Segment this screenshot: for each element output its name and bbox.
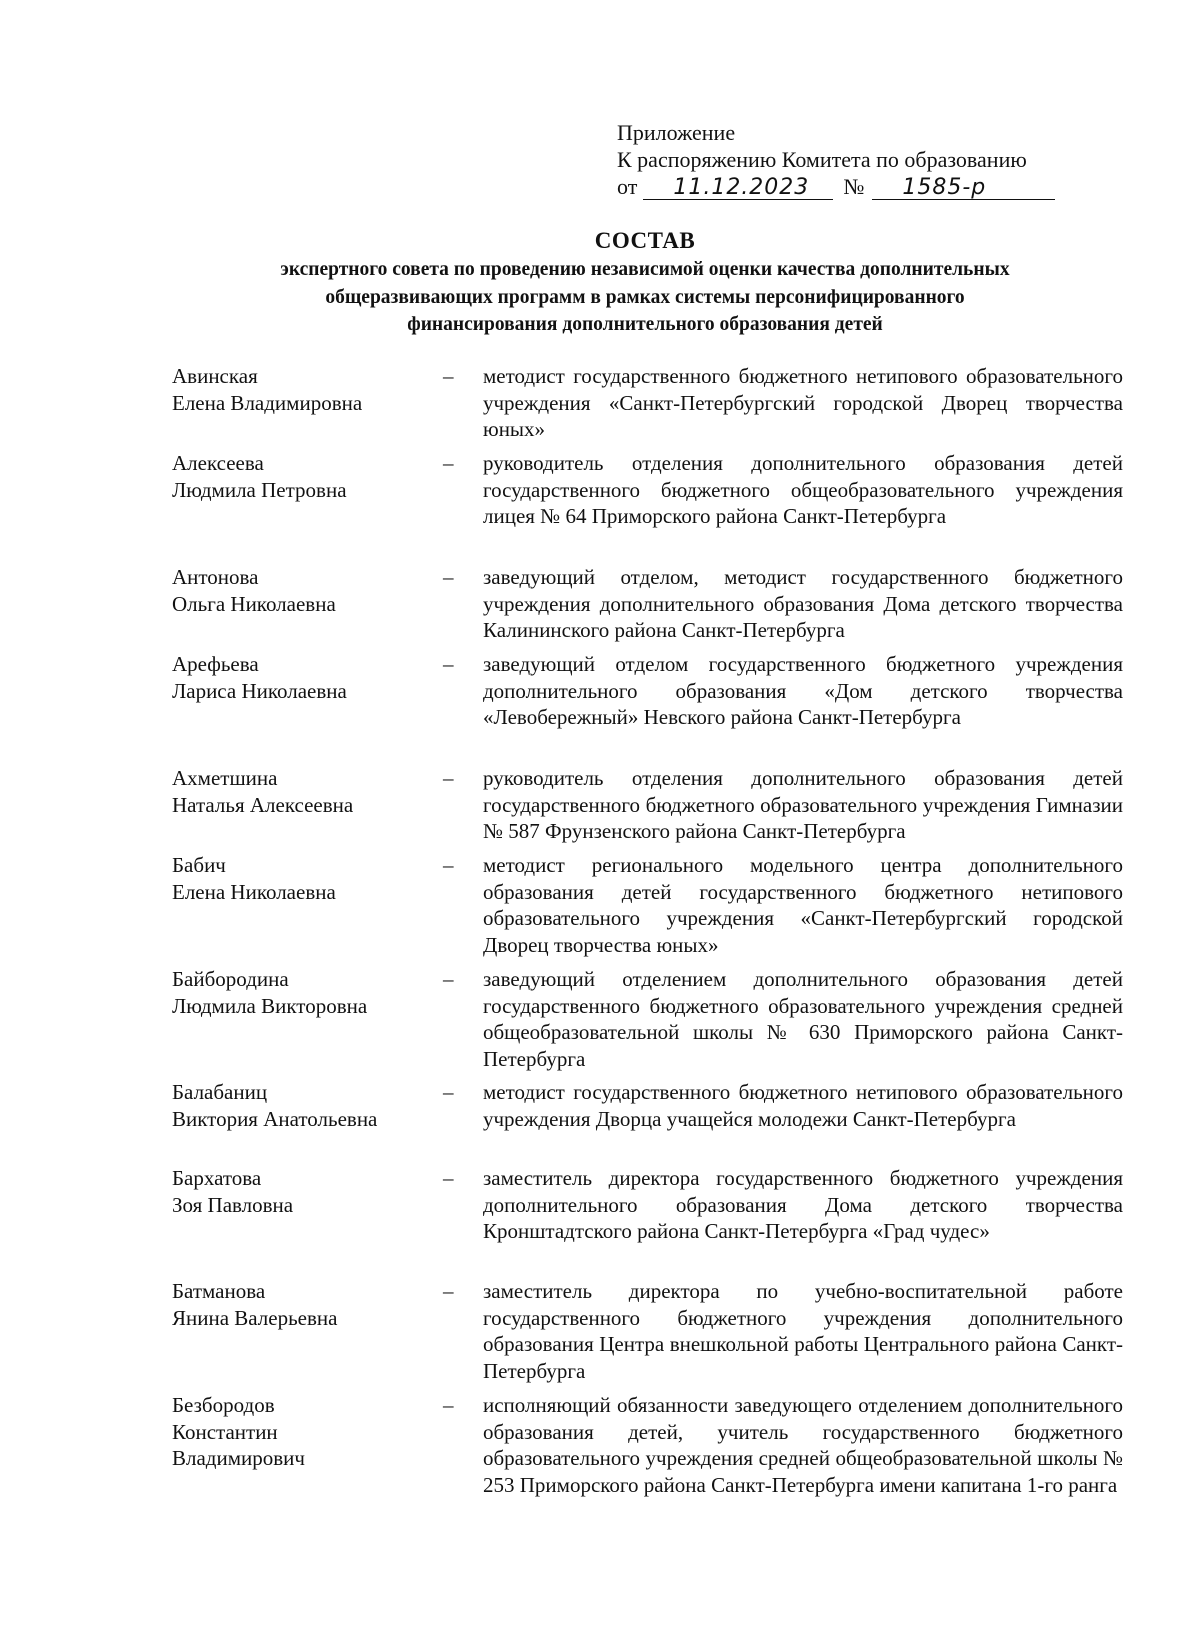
member-surname: Ахметшина (172, 766, 278, 790)
member-given-name: Виктория Анатольевна (172, 1106, 378, 1131)
member-given-name: Елена Владимировна (172, 390, 363, 415)
member-given-name: Зоя Павловна (172, 1192, 294, 1217)
member-surname: Бархатова (172, 1166, 262, 1190)
member-name (172, 1079, 432, 1132)
member-description: руководитель отделения дополнительного образования детей государственного бюджетного общеобразовательного учреждения лицея № 64 Приморского района Санкт-Петербурга (483, 451, 1123, 528)
member-given-name: Константин (172, 1419, 278, 1444)
heading-subtitle-line-3: финансирования дополнительного образования детей (407, 314, 883, 335)
member-description: заместитель директора по учебно-воспитательной работе государственного бюджетного учреждения дополнительного образования Центра внешкольной работы Центрального района Санкт-Петербурга (483, 1279, 1123, 1383)
heading-title: СОСТАВ (594, 228, 696, 253)
member-name (172, 450, 432, 503)
member-description: методист государственного бюджетного нетипового образовательного учреждения Дворца учащейся молодежи Санкт-Петербурга (483, 1080, 1123, 1131)
annex-block (617, 119, 1097, 200)
member-surname: Антонова (172, 565, 259, 589)
member-surname: Балабаниц (172, 1080, 268, 1104)
member-name (172, 1392, 432, 1472)
member-given-name: Лариса Николаевна (172, 678, 347, 703)
heading-subtitle-line-1: экспертного совета по проведению независимой оценки качества дополнительных (280, 259, 1010, 280)
separator-dash: – (443, 766, 454, 790)
separator-dash: – (443, 1279, 454, 1303)
from-label: от (617, 174, 638, 199)
member-description: методист государственного бюджетного нетипового образовательного учреждения «Санкт-Петербургский городской Дворец творчества юных» (483, 364, 1123, 441)
member-name (172, 852, 432, 905)
separator-dash: – (443, 967, 454, 991)
annex-reference: К распоряжению Комитета по образованию (617, 147, 1027, 172)
member-name (172, 765, 432, 818)
member-given-name: Елена Николаевна (172, 879, 336, 904)
member-given-name: Людмила Петровна (172, 477, 347, 502)
member-description: заведующий отделом государственного бюджетного учреждения дополнительного образования «Дом детского творчества «Левобережный» Невского района Санкт-Петербурга (483, 652, 1123, 729)
member-name (172, 966, 432, 1019)
member-description: руководитель отделения дополнительного образования детей государственного бюджетного образовательного учреждения Гимназии № 587 Фрунзенского района Санкт-Петербурга (483, 766, 1123, 843)
member-given-name: Ольга Николаевна (172, 591, 336, 616)
separator-dash: – (443, 853, 454, 877)
annex-title: Приложение (617, 120, 736, 145)
member-name (172, 1278, 432, 1331)
member-surname: Бабич (172, 853, 226, 877)
member-surname: Арефьева (172, 652, 259, 676)
member-name (172, 363, 432, 416)
separator-dash: – (443, 565, 454, 589)
member-surname: Авинская (172, 364, 258, 388)
heading-subtitle-line-2: общеразвивающих программ в рамках системы персонифицированного (325, 286, 965, 308)
member-name (172, 564, 432, 617)
member-surname: Байбородина (172, 967, 289, 991)
member-given-name: Наталья Алексеевна (172, 792, 354, 817)
member-surname: Алексеева (172, 451, 264, 475)
separator-dash: – (443, 364, 454, 388)
number-label: № (843, 174, 865, 199)
member-surname: Батманова (172, 1279, 266, 1303)
handwritten-number: 1585-р (872, 176, 1055, 200)
member-description: заместитель директора государственного бюджетного учреждения дополнительного образования Дома детского творчества Кронштадтского района Санкт-Петербурга «Град чудес» (483, 1166, 1123, 1243)
separator-dash: – (443, 1080, 454, 1104)
member-name (172, 1165, 432, 1218)
member-surname: Безбородов (172, 1393, 275, 1417)
member-description: исполняющий обязанности заведующего отделением дополнительного образования детей, учитель государственного бюджетного образовательного учреждения средней общеобразовательной школы № 253 Приморского района Санкт-Петербурга имени капитана 1-го ранга (483, 1393, 1123, 1497)
separator-dash: – (443, 652, 454, 676)
separator-dash: – (443, 1166, 454, 1190)
separator-dash: – (443, 1393, 454, 1417)
member-patronymic: Владимирович (172, 1446, 305, 1470)
member-given-name: Янина Валерьевна (172, 1305, 338, 1330)
member-given-name: Людмила Викторовна (172, 993, 368, 1018)
member-description: заведующий отделением дополнительного образования детей государственного бюджетного образовательного учреждения средней общеобразовательной школы № 630 Приморского района Санкт-Петербурга (483, 967, 1123, 1071)
member-name (172, 651, 432, 704)
annex-date-row (617, 173, 1097, 200)
handwritten-date: 11.12.2023 (643, 176, 833, 200)
member-description: методист регионального модельного центра дополнительного образования детей государственного бюджетного нетипового образовательного учреждения «Санкт-Петербургский городской Дворец творчества юных» (483, 853, 1123, 957)
member-description: заведующий отделом, методист государственного бюджетного учреждения дополнительного образования Дома детского творчества Калининского района Санкт-Петербурга (483, 565, 1123, 642)
document-heading (0, 227, 1200, 338)
separator-dash: – (443, 451, 454, 475)
